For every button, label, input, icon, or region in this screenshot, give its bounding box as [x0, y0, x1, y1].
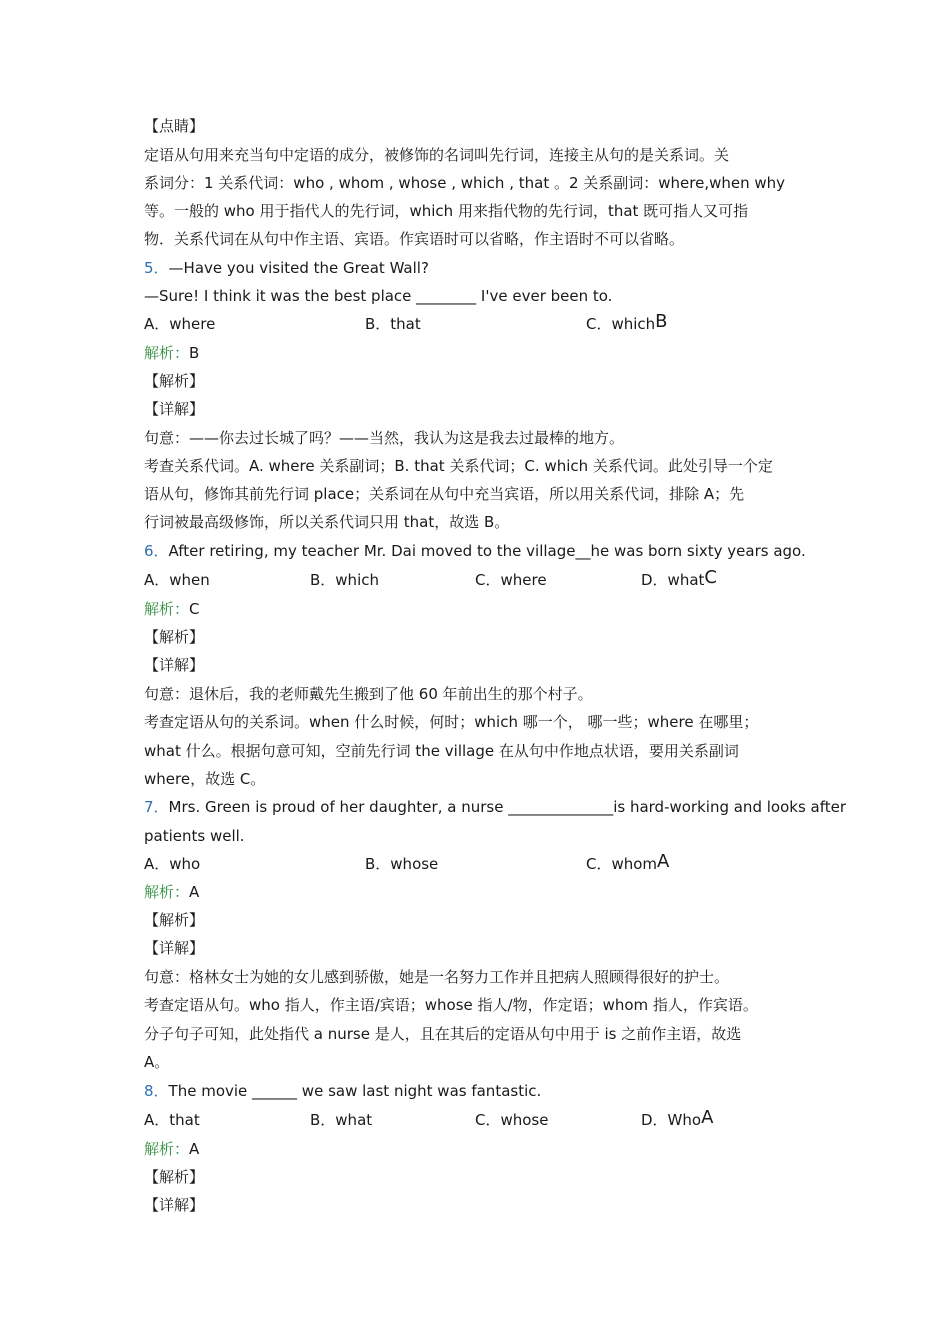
- question-6-detail-heading: 【详解】: [144, 656, 205, 674]
- question-text: After retiring, my teacher Mr. Dai moved to the village__he was born sixty years ago.: [168, 542, 806, 560]
- option-text: D．what: [641, 571, 705, 589]
- question-6-stem-1: [144, 541, 806, 561]
- answer-mark: A: [657, 851, 670, 872]
- question-5-jiexi: [144, 343, 199, 363]
- question-5-detail-line-3: 语从句，修饰其前先行词 place；关系词在从句中充当宾语，所以用关系代词，排除 A；先: [144, 485, 745, 503]
- question-7-stem-2: patients well.: [144, 827, 245, 845]
- question-number: 6．: [144, 542, 169, 560]
- dianjing-heading: 【点睛】: [144, 117, 205, 135]
- answer-mark: C: [704, 567, 717, 588]
- question-7-option-a: A．who: [144, 855, 201, 873]
- question-7-option-b: B．whose: [365, 855, 439, 873]
- question-6-option-a: A．when: [144, 571, 210, 589]
- question-text: —Have you visited the Great Wall?: [168, 259, 429, 277]
- jiexi-label: 解析：: [144, 883, 190, 901]
- jiexi-label: 解析：: [144, 344, 190, 362]
- question-8-analysis-heading: 【解析】: [144, 1168, 205, 1186]
- question-6-detail-line-3: what 什么。根据句意可知，空前先行词 the village 在从句中作地点状语，要用关系副词: [144, 742, 739, 760]
- option-text: C．which: [586, 315, 656, 333]
- question-8-option-b: B．what: [310, 1111, 373, 1129]
- question-7-detail-line-4: A。: [144, 1053, 170, 1071]
- question-5-stem-2: —Sure! I think it was the best place ________ I've ever been to.: [144, 287, 613, 305]
- jiexi-value: A: [189, 1140, 200, 1158]
- question-5-detail-line-4: 行词被最高级修饰，所以关系代词只用 that，故选 B。: [144, 513, 510, 531]
- question-number: 7．: [144, 798, 169, 816]
- answer-mark: B: [655, 311, 668, 332]
- dianjing-line-4: 物．关系代词在从句中作主语、宾语。作宾语时可以省略，作主语时不可以省略。: [144, 230, 685, 248]
- question-7-option-c: [586, 851, 670, 874]
- jiexi-label: 解析：: [144, 600, 190, 618]
- jiexi-label: 解析：: [144, 1140, 190, 1158]
- dianjing-line-2: 系词分：1 关系代词：who , whom , whose , which , that 。2 关系副词：where,when why: [144, 174, 786, 192]
- dianjing-line-1: 定语从句用来充当句中定语的成分，被修饰的名词叫先行词，连接主从句的是关系词。关: [144, 146, 730, 164]
- question-8-stem-1: [144, 1081, 541, 1101]
- question-6-detail-line-4: where，故选 C。: [144, 770, 266, 788]
- question-number: 8．: [144, 1082, 169, 1100]
- question-8-option-a: A．that: [144, 1111, 200, 1129]
- question-8-detail-heading: 【详解】: [144, 1196, 205, 1214]
- question-6-detail-line-1: 句意：退休后，我的老师戴先生搬到了他 60 年前出生的那个村子。: [144, 685, 593, 703]
- answer-mark: A: [701, 1107, 714, 1128]
- dianjing-line-3: 等。一般的 who 用于指代人的先行词，which 用来指代物的先行词，that 既可指人又可指: [144, 202, 749, 220]
- question-text: Mrs. Green is proud of her daughter, a nurse ______________is hard-working and looks after: [168, 798, 847, 816]
- question-6-option-c: C．where: [475, 571, 547, 589]
- question-5-option-a: A．where: [144, 315, 216, 333]
- jiexi-value: B: [189, 344, 200, 362]
- jiexi-value: C: [189, 600, 200, 618]
- question-8-jiexi: [144, 1139, 199, 1159]
- option-text: C．whom: [586, 855, 658, 873]
- question-7-jiexi: [144, 882, 199, 902]
- question-5-detail-line-1: 句意：——你去过长城了吗？——当然，我认为这是我去过最棒的地方。: [144, 429, 625, 447]
- question-6-analysis-heading: 【解析】: [144, 628, 205, 646]
- question-5-analysis-heading: 【解析】: [144, 372, 205, 390]
- question-5-option-c: [586, 311, 668, 334]
- question-7-detail-line-3: 分子句子可知，此处指代 a nurse 是人，且在其后的定语从句中用于 is 之前作主语，故选: [144, 1025, 742, 1043]
- question-7-detail-line-2: 考查定语从句。who 指人，作主语/宾语；whose 指人/物，作定语；whom 指人，作宾语。: [144, 996, 758, 1014]
- question-6-option-d: [641, 567, 717, 590]
- question-7-detail-line-1: 句意：格林女士为她的女儿感到骄傲，她是一名努力工作并且把病人照顾得很好的护士。: [144, 968, 730, 986]
- question-5-option-b: B．that: [365, 315, 421, 333]
- question-6-detail-line-2: 考查定语从句的关系词。when 什么时候，何时；which 哪一个， 哪一些；where 在哪里；: [144, 713, 759, 731]
- question-8-option-c: C．whose: [475, 1111, 549, 1129]
- question-number: 5．: [144, 259, 169, 277]
- jiexi-value: A: [189, 883, 200, 901]
- question-6-jiexi: [144, 599, 200, 619]
- option-text: D．Who: [641, 1111, 702, 1129]
- question-8-option-d: [641, 1107, 714, 1130]
- question-7-detail-heading: 【详解】: [144, 939, 205, 957]
- question-5-stem-1: [144, 258, 429, 278]
- question-5-detail-line-2: 考查关系代词。A. where 关系副词；B. that 关系代词；C. which 关系代词。此处引导一个定: [144, 457, 773, 475]
- question-7-stem-1: [144, 797, 846, 817]
- question-5-detail-heading: 【详解】: [144, 400, 205, 418]
- question-6-option-b: B．which: [310, 571, 379, 589]
- question-text: The movie ______ we saw last night was fantastic.: [168, 1082, 542, 1100]
- question-7-analysis-heading: 【解析】: [144, 911, 205, 929]
